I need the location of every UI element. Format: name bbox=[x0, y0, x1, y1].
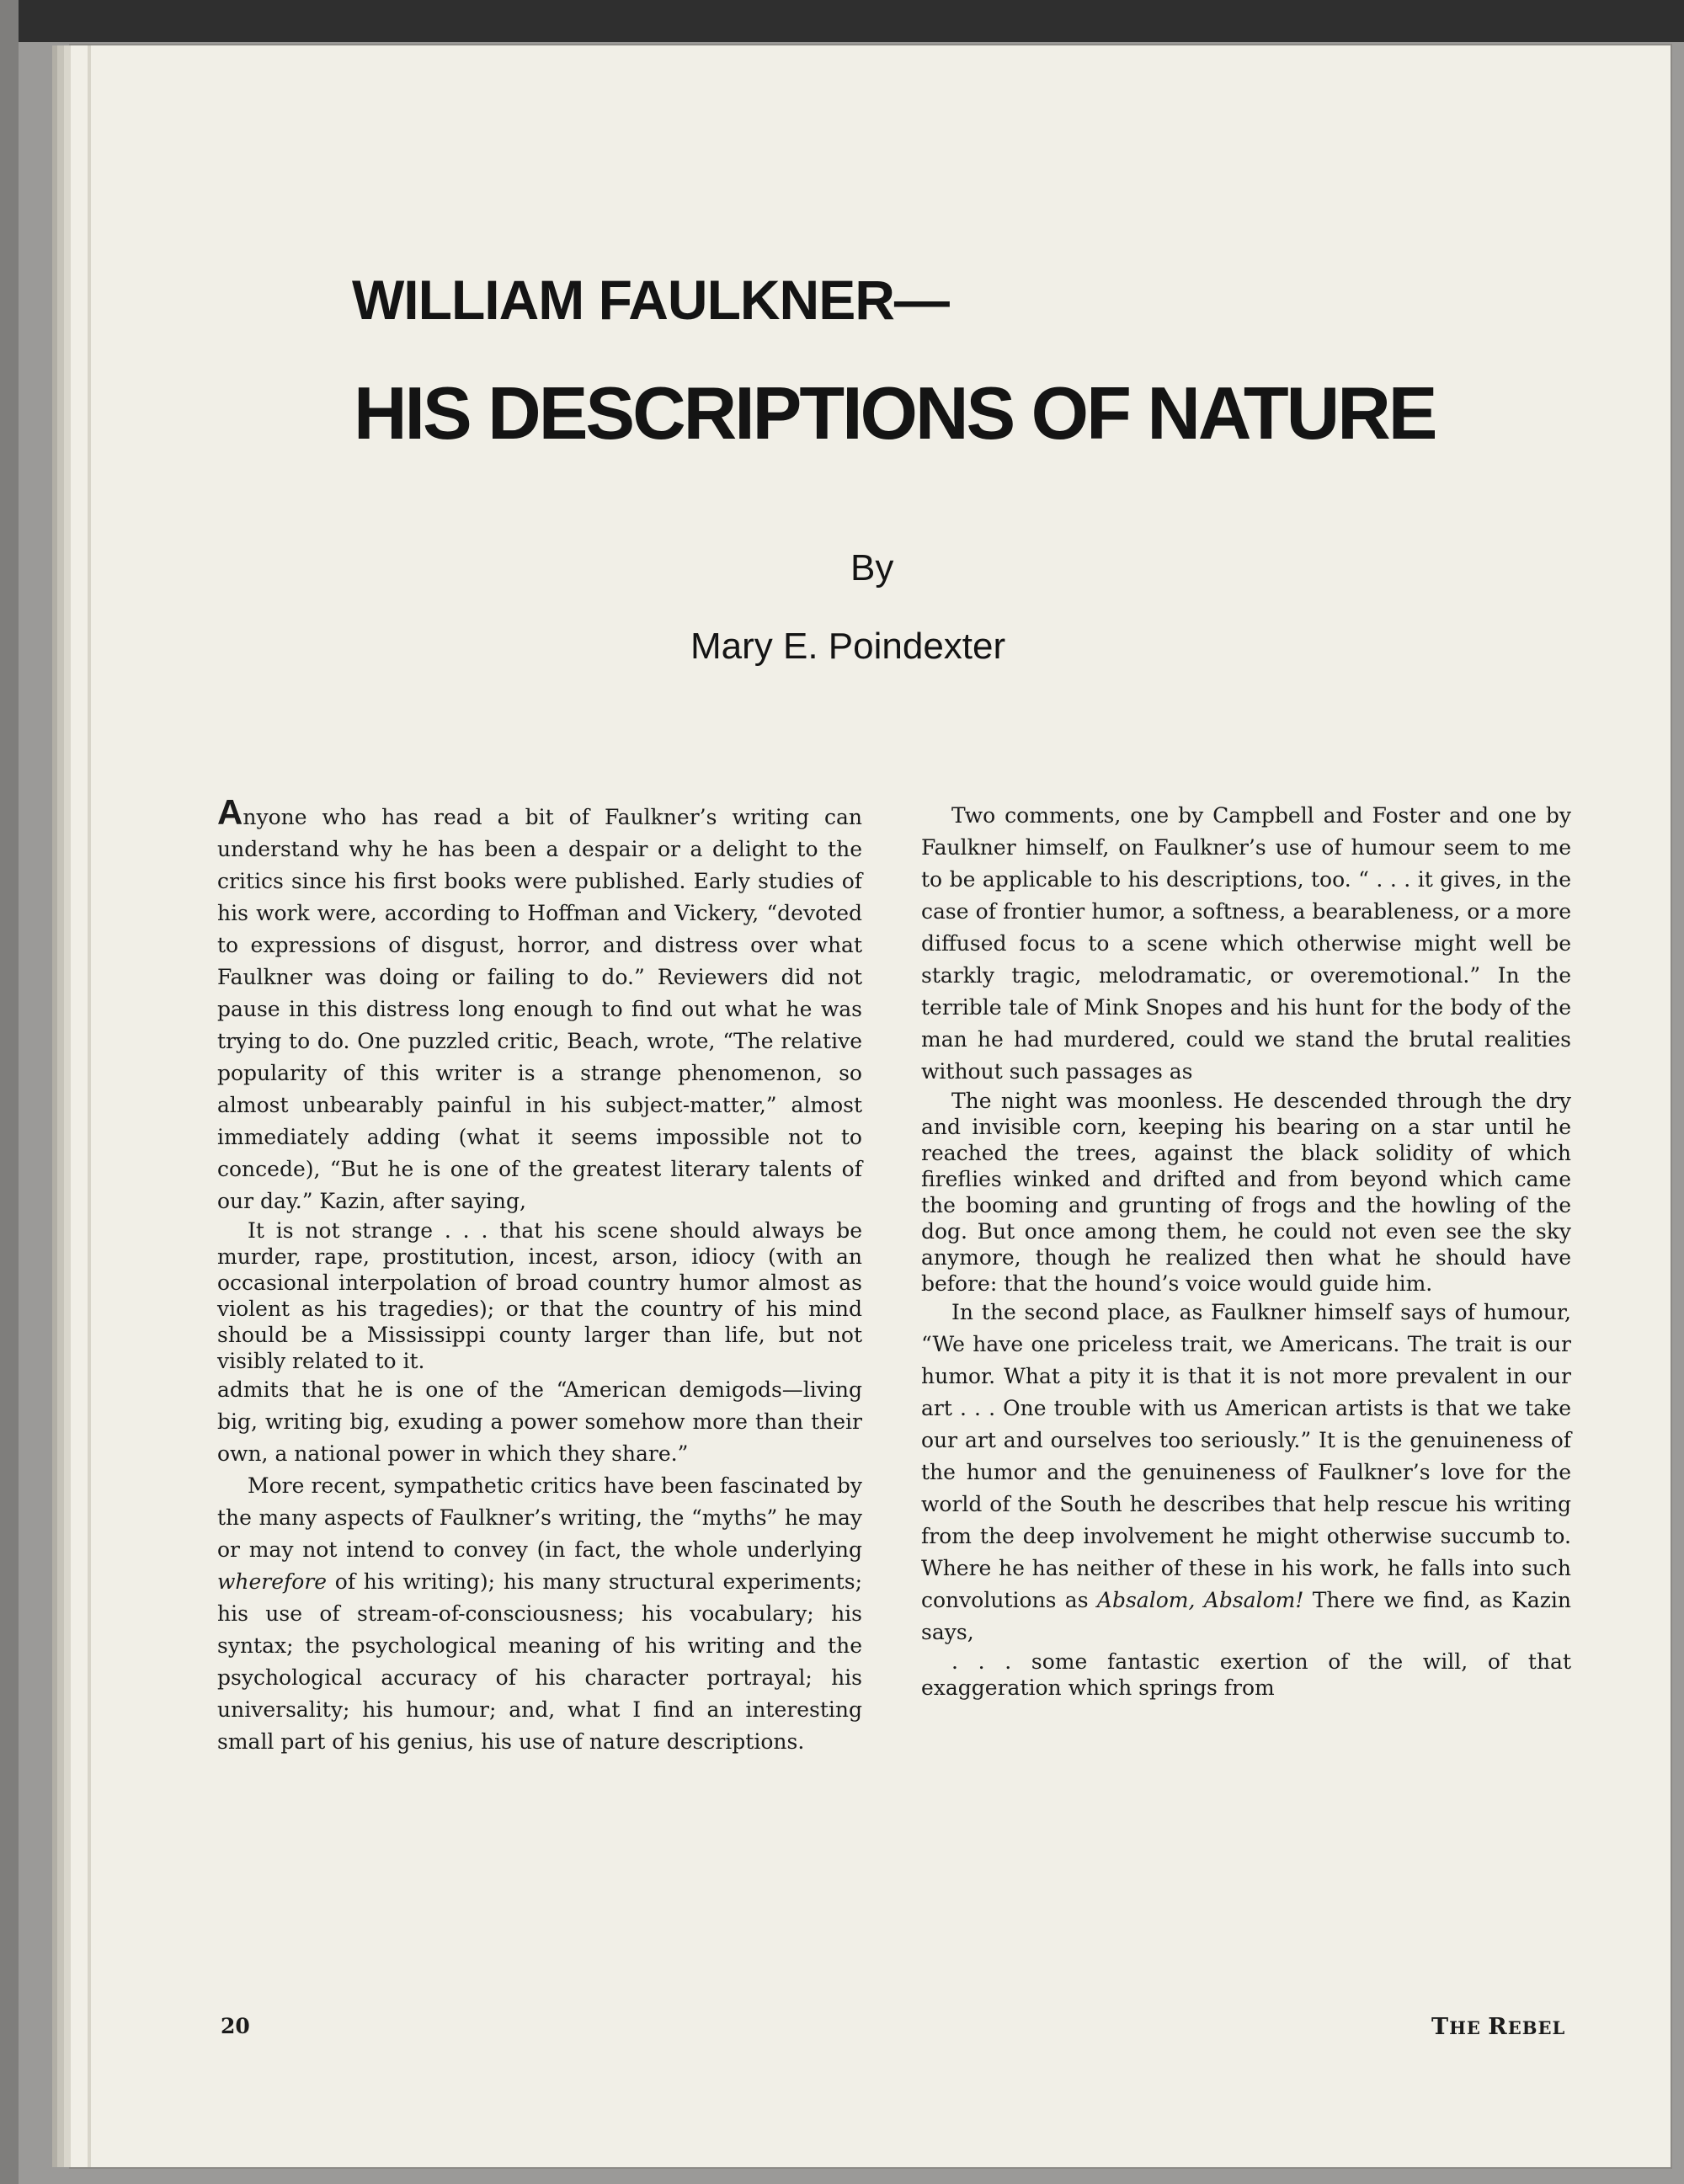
paragraph-2-text-b: of his writing); his many structural experiments; his use of stream-of-consciousness; his vocabulary; his syntax; the psychological meaning of his writing and the psychological accuracy of his character portrayal; his universality; his humour; and, what I find an interesting small part of his genius, his use of nature descriptions. bbox=[217, 1569, 862, 1754]
paragraph-4 bbox=[921, 1297, 1571, 1649]
right-column bbox=[921, 800, 1571, 1701]
running-head-cap-2: R bbox=[1488, 2014, 1508, 2040]
article-title-line1: WILLIAM FAULKNER— bbox=[352, 269, 949, 331]
paragraph-1 bbox=[217, 792, 862, 1217]
scan-background-top bbox=[0, 0, 1684, 42]
paragraph-2-italic: wherefore bbox=[217, 1569, 328, 1594]
paragraph-1-continued: admits that he is one of the “American demigods—living big, writing big, exuding a power somehow more than their own, a national power in which they share.” bbox=[217, 1377, 862, 1466]
paragraph-1-text: nyone who has read a bit of Faulkner’s writing can understand why he has been a despair or a delight to the critics since his first books were published. Early studies of his work were, according to Hoffman and Vickery, “devoted to expressions of disgust, horror, and distress over what Faulkner was doing or failing to do.” Reviewers did not pause in this distress long enough to find out what he was trying to do. One puzzled critic, Beach, wrote, “The relative popularity of this writer is a strange phenomenon, so almost unbearably painful in his subject-matter,” almost immediately adding (what it seems impossible not to concede), “But he is one of the greatest literary talents of our day.” Kazin, after saying, bbox=[217, 805, 862, 1213]
running-head-small-1: HE bbox=[1449, 2017, 1489, 2038]
running-head-small-2: EBEL bbox=[1507, 2017, 1566, 2038]
page-number: 20 bbox=[221, 2014, 250, 2038]
block-quote-mink-snopes: The night was moonless. He descended through the dry and invisible corn, keeping his bearing on a star until he reached the trees, against the black solidity of which fireflies winked and drifted and from beyond which came the booming and grunting of frogs and the howling of the dog. But once among them, he could not even see the sky anymore, though he realized then what he should have before: that the hound’s voice would guide him. bbox=[921, 1089, 1571, 1296]
drop-cap: A bbox=[217, 792, 243, 832]
paragraph-4-italic: Absalom, Absalom! bbox=[1096, 1588, 1304, 1612]
block-quote-kazin-2: . . . some fantastic exertion of the will, of that exaggeration which springs from bbox=[921, 1649, 1571, 1700]
page-edge bbox=[88, 45, 91, 2167]
paragraph-3: Two comments, one by Campbell and Foster and one by Faulkner himself, on Faulkner’s use of humour seem to me to be applicable to his descriptions, too. “ . . . it gives, in the case of frontier humor, a softness, a bearableness, or a more diffused focus to a scene which otherwise might well be starkly tragic, melodramatic, or overemotional.” In the terrible tale of Mink Snopes and his hunt for the body of the man he had murdered, could we stand the brutal realities without such passages as bbox=[921, 803, 1571, 1084]
byline-by: By bbox=[850, 547, 894, 589]
running-head bbox=[1431, 2014, 1565, 2040]
block-quote-kazin: It is not strange . . . that his scene should always be murder, rape, prostitution, incest, arson, idiocy (with an occasional interpolation of broad country humor almost as violent as his tragedies); or that the country of his mind should be a Mississippi county larger than life, but not visibly related to it. bbox=[217, 1218, 862, 1373]
paragraph-2-text-a: More recent, sympathetic critics have been fascinated by the many aspects of Faulkner’s writing, the “myths” he may or may not intend to convey (in fact, the whole underlying bbox=[217, 1473, 862, 1562]
article-title-line2: HIS DESCRIPTIONS OF NATURE bbox=[354, 371, 1436, 455]
paragraph-4-text-a: In the second place, as Faulkner himself says of humour, “We have one priceless trait, we Americans. The trait is our humor. What a pity it is that it is not more prevalent in our art . . . One trouble with us American artists is that we take our art and ourselves too seriously.” It is the genuineness of the humor and the genuineness of Faulkner’s love for the world of the South he describes that help rescue his writing from the deep involvement he might otherwise succumb to. Where he has neither of these in his work, he falls into such convolutions as bbox=[921, 1300, 1571, 1612]
paragraph-4-text-b: There we find, as Kazin says, bbox=[921, 1588, 1572, 1644]
paragraph-2 bbox=[217, 1470, 862, 1758]
author-name: Mary E. Poindexter bbox=[690, 626, 1006, 667]
scan-background-left bbox=[0, 0, 19, 2184]
left-column bbox=[217, 792, 862, 1758]
running-head-cap-1: T bbox=[1431, 2014, 1450, 2040]
